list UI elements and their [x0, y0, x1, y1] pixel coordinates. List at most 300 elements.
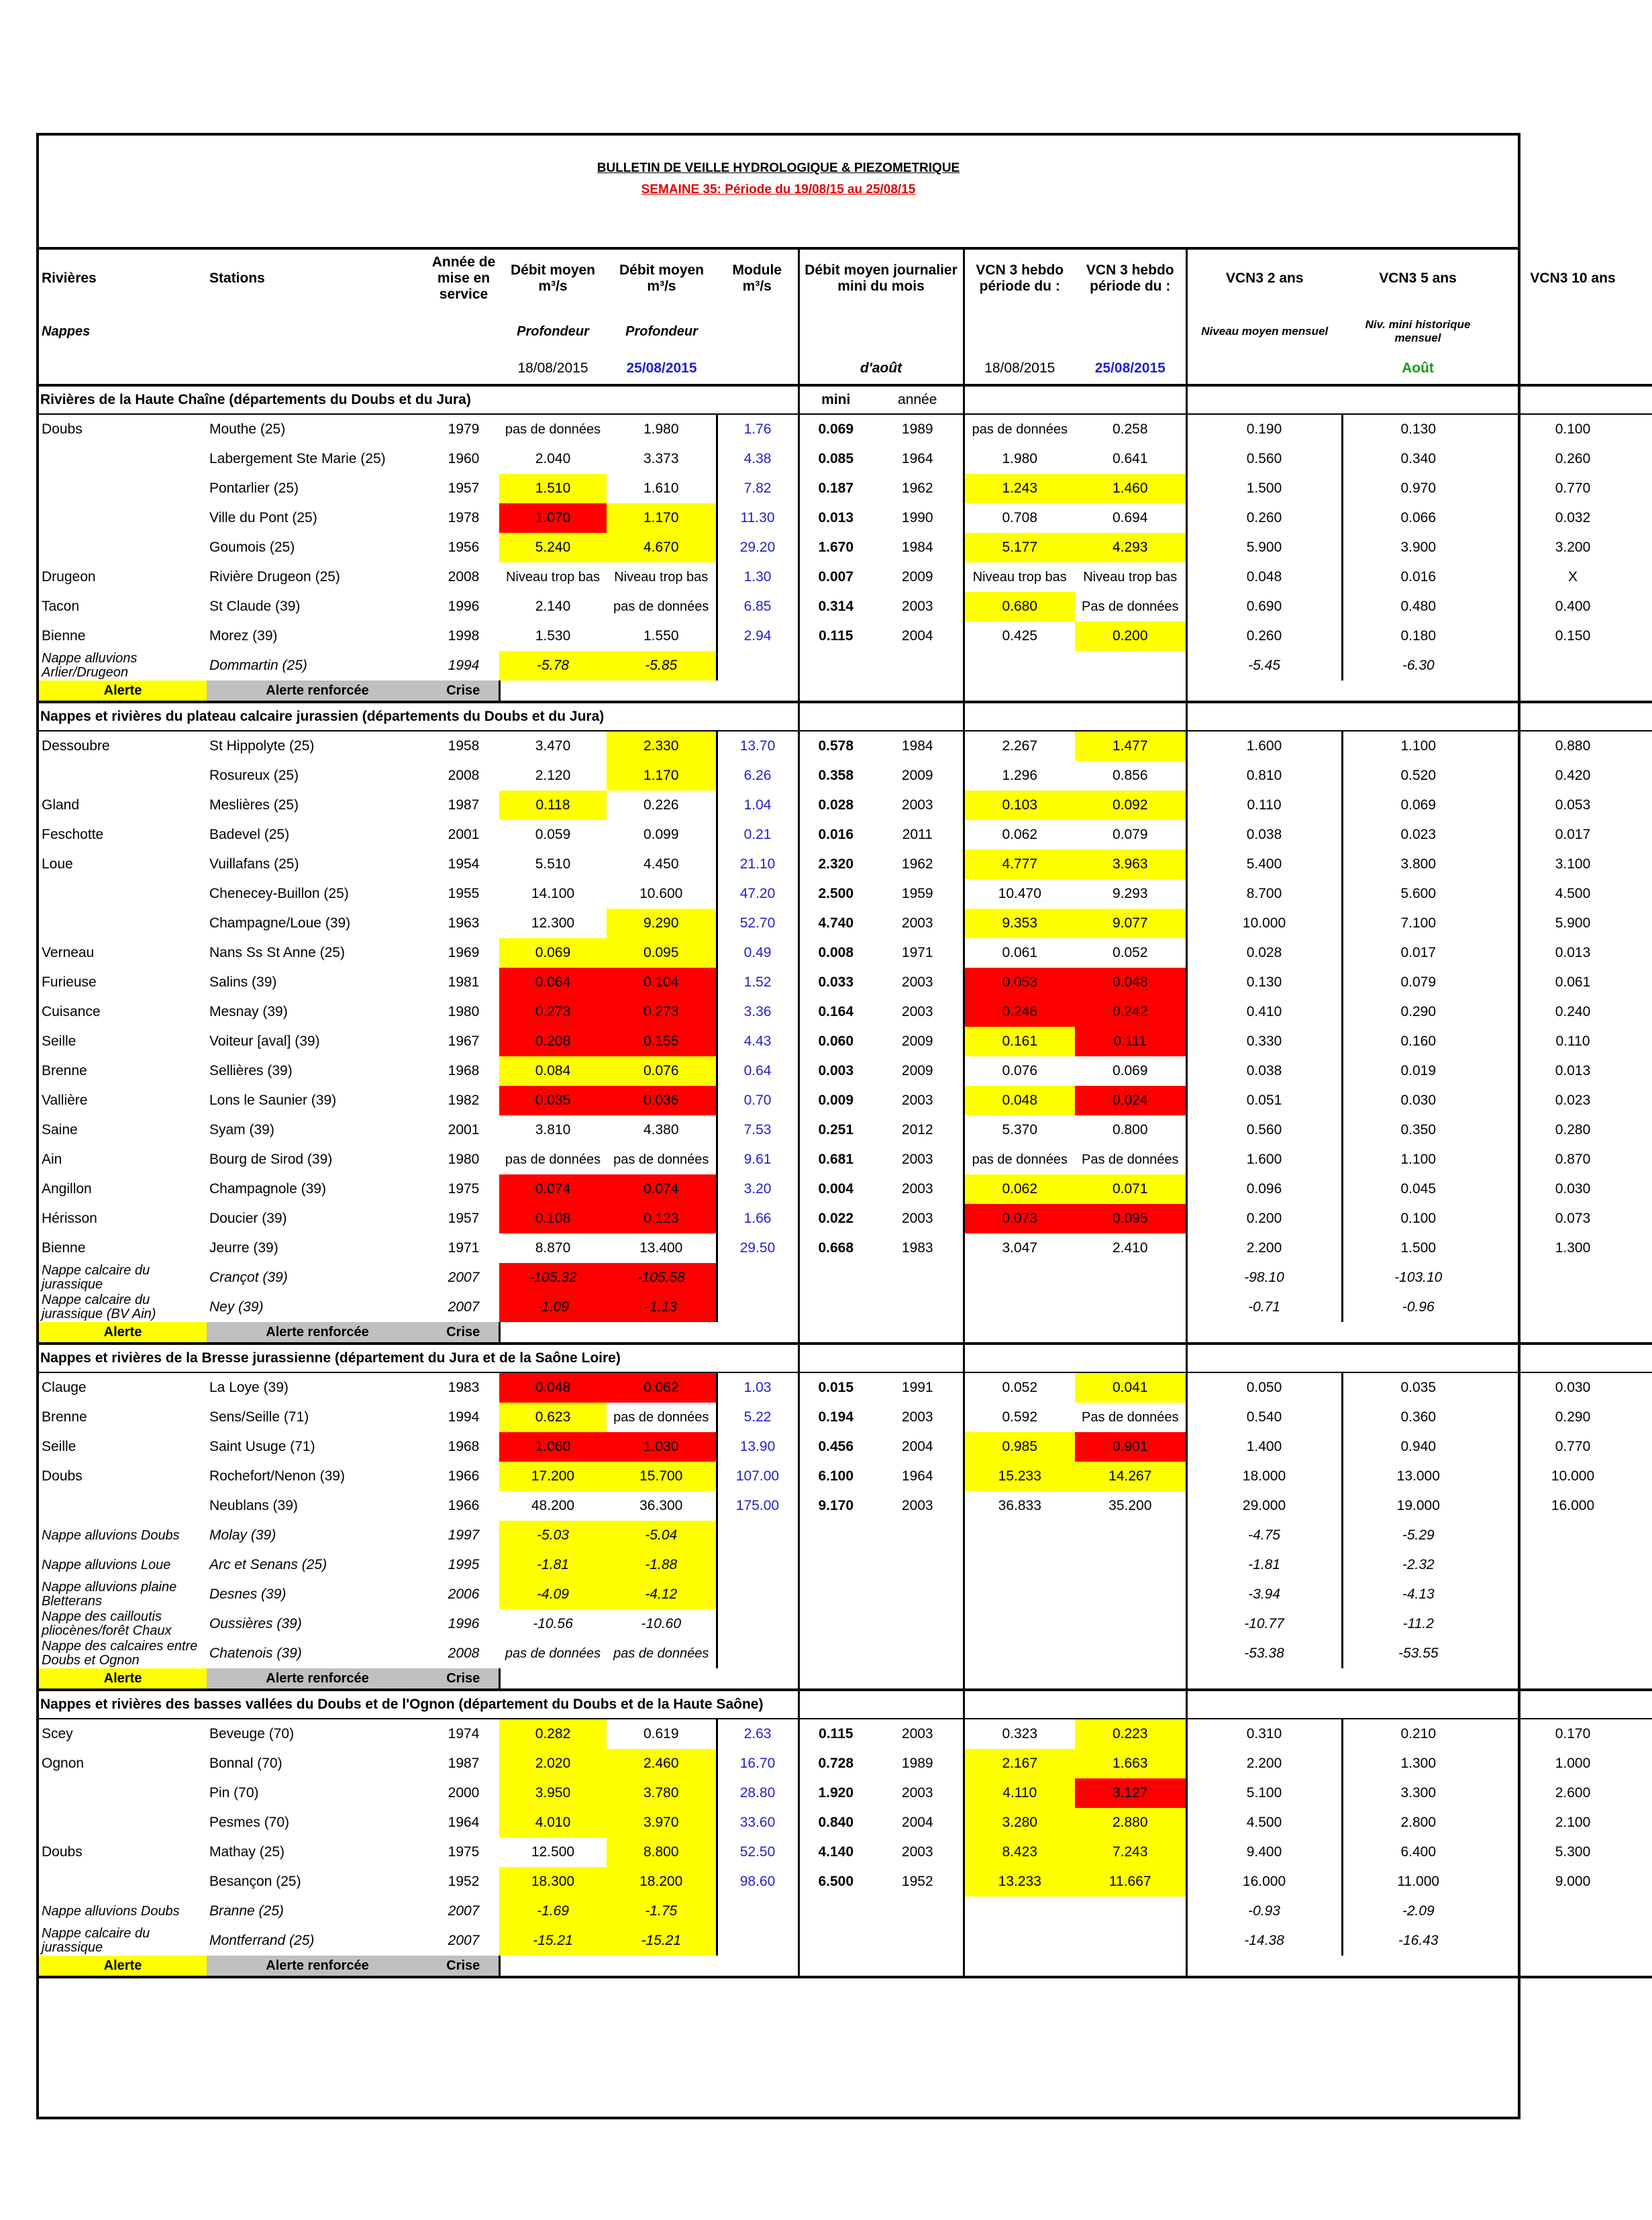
- cell-module: 1.03: [717, 1372, 798, 1403]
- cell-debit-1: 0.108: [499, 1204, 607, 1233]
- cell-vcn3-10ans: 0.240: [1555, 1003, 1591, 1019]
- cell-vcn3-hebdo-1: 36.833: [998, 1497, 1041, 1513]
- cell-riviere: Nappe calcaire du jurassique: [42, 1263, 150, 1292]
- cell-debit-1: -10.56: [533, 1615, 573, 1631]
- cell-debit-2: 0.062: [607, 1372, 717, 1403]
- cell-annee-mini: [872, 1897, 964, 1926]
- table-row: [39, 1897, 1652, 1926]
- cell-debit-1: pas de données: [505, 1152, 601, 1167]
- cell-vcn3-hebdo-1: 1.980: [1002, 450, 1038, 466]
- col-debit1: Débit moyen m³/s: [510, 262, 596, 294]
- table-row: [39, 879, 1652, 909]
- cell-debit-1: 2.040: [535, 450, 571, 466]
- cell-station: La Loye (39): [209, 1379, 289, 1395]
- cell-annee: 1983: [448, 1379, 480, 1395]
- section-header: [39, 1344, 1652, 1372]
- table-row: [39, 1521, 1652, 1550]
- cell-vcn3-hebdo-1: 0.425: [1002, 627, 1038, 644]
- legend-row: [39, 680, 1652, 702]
- cell-module: 28.80: [717, 1778, 798, 1808]
- cell-vcn3-2ans: 9.400: [1186, 1837, 1342, 1867]
- table-row: [39, 1027, 1652, 1056]
- cell-debit-2: 1.030: [607, 1432, 717, 1462]
- cell-vcn3-10ans: 0.030: [1555, 1379, 1591, 1395]
- cell-debit-mini: 0.009: [818, 1092, 854, 1108]
- cell-debit-2: 3.970: [607, 1808, 717, 1837]
- cell-debit-2: 1.550: [607, 621, 717, 651]
- cell-riviere: Dessoubre: [42, 738, 110, 754]
- col-module: Module m³/s: [717, 247, 798, 310]
- cell-module: 0.70: [717, 1086, 798, 1115]
- cell-station: Badevel (25): [209, 826, 290, 842]
- cell-riviere: Brenne: [42, 1062, 87, 1078]
- cell-vcn3-2ans: 8.700: [1186, 879, 1342, 909]
- cell-vcn3-hebdo-1: 5.177: [964, 533, 1075, 562]
- cell-vcn3-5ans: 0.520: [1400, 767, 1437, 783]
- cell-vcn3-10ans: X: [1568, 568, 1578, 585]
- cell-debit-2: 0.076: [607, 1056, 717, 1086]
- cell-vcn3-hebdo-1: 1.243: [964, 474, 1075, 503]
- cell-debit-2: pas de données: [607, 1145, 717, 1174]
- date-1: 18/08/2015: [499, 353, 607, 385]
- cell-vcn3-2ans: 0.330: [1186, 1027, 1342, 1056]
- cell-annee: 1956: [448, 539, 480, 555]
- legend-alerte: Alerte: [39, 1668, 207, 1690]
- cell-debit-2: -4.12: [607, 1580, 717, 1609]
- cell-debit-2: 3.780: [607, 1778, 717, 1808]
- cell-vcn3-2ans: 0.810: [1186, 761, 1342, 791]
- cell-annee-mini: 1971: [872, 938, 964, 968]
- cell-vcn3-2ans: 16.000: [1186, 1867, 1342, 1897]
- cell-vcn3-2ans: 5.100: [1186, 1778, 1342, 1808]
- cell-annee: 2007: [448, 1269, 480, 1285]
- cell-vcn3-5ans: -2.09: [1402, 1903, 1435, 1919]
- col-vcn3-5: VCN3 5 ans: [1379, 270, 1457, 286]
- cell-vcn3-hebdo-2: 4.293: [1075, 533, 1186, 562]
- cell-vcn3-10ans: 5.900: [1555, 915, 1591, 931]
- cell-station: Sens/Seille (71): [209, 1409, 309, 1425]
- table-row: [39, 1372, 1652, 1403]
- table-row: [39, 850, 1652, 879]
- cell-debit-mini: 0.840: [818, 1814, 854, 1830]
- cell-vcn3-5ans: 19.000: [1396, 1497, 1440, 1513]
- cell-vcn3-10ans: [1494, 1926, 1652, 1956]
- cell-annee: 1957: [448, 480, 480, 496]
- table-row: [39, 621, 1652, 651]
- cell-vcn3-hebdo-1: 0.161: [964, 1027, 1075, 1056]
- cell-annee-mini: 1991: [872, 1372, 964, 1403]
- cell-vcn3-10ans: 1.300: [1555, 1240, 1591, 1256]
- cell-riviere: Feschotte: [42, 826, 104, 842]
- cell-vcn3-hebdo-1: 0.708: [1002, 509, 1038, 525]
- cell-debit-1: -1.09: [499, 1293, 607, 1322]
- cell-vcn3-hebdo-1: 9.353: [964, 909, 1075, 938]
- cell-debit-2: 1.170: [607, 761, 717, 791]
- cell-vcn3-10ans: [1494, 1580, 1652, 1609]
- cell-vcn3-hebdo-1: 0.052: [1002, 1379, 1038, 1395]
- cell-vcn3-5ans: 0.160: [1400, 1033, 1437, 1049]
- cell-annee: 1968: [448, 1062, 480, 1078]
- cell-debit-2: pas de données: [607, 1403, 717, 1432]
- cell-riviere: Ognon: [42, 1755, 85, 1771]
- cell-vcn3-2ans: -10.77: [1186, 1609, 1342, 1639]
- cell-annee-mini: 2003: [872, 1719, 964, 1749]
- cell-debit-mini: 0.085: [818, 450, 854, 466]
- cell-vcn3-10ans: [1494, 1609, 1652, 1639]
- cell-station: Chenecey-Buillon (25): [209, 885, 349, 901]
- date-2: 25/08/2015: [607, 353, 717, 385]
- cell-debit-2: 0.036: [607, 1086, 717, 1115]
- cell-station: Desnes (39): [209, 1586, 287, 1602]
- cell-station: Montferrand (25): [209, 1932, 315, 1948]
- cell-station: Arc et Senans (25): [209, 1556, 327, 1572]
- cell-annee-mini: 1989: [872, 414, 964, 444]
- cell-debit-mini: 0.069: [818, 421, 854, 437]
- cell-vcn3-hebdo-1: pas de données: [972, 1152, 1068, 1167]
- table-row: [39, 997, 1652, 1027]
- cell-debit-2: 3.373: [607, 444, 717, 474]
- cell-riviere: Seille: [42, 1033, 76, 1049]
- cell-debit-1: -4.09: [499, 1580, 607, 1609]
- date-3: 18/08/2015: [964, 353, 1075, 385]
- cell-debit-1: -15.21: [499, 1926, 607, 1956]
- cell-riviere: Hérisson: [42, 1210, 97, 1226]
- legend-alerte: Alerte: [39, 1322, 207, 1344]
- cell-debit-1: 5.240: [499, 533, 607, 562]
- cell-station: Branne (25): [209, 1903, 284, 1919]
- cell-debit-2: 4.670: [607, 533, 717, 562]
- cell-module: 52.70: [717, 909, 798, 938]
- cell-annee-mini: [872, 1263, 964, 1293]
- cell-annee: 1980: [448, 1151, 480, 1167]
- cell-station: Rosureux (25): [209, 767, 299, 783]
- cell-vcn3-10ans: 0.770: [1555, 1438, 1591, 1454]
- cell-annee: 1964: [448, 1814, 480, 1830]
- table-row: [39, 1778, 1652, 1808]
- cell-debit-1: 18.300: [499, 1867, 607, 1897]
- cell-debit-1: -1.69: [499, 1897, 607, 1926]
- cell-debit-2: 0.104: [607, 968, 717, 997]
- cell-station: Mouthe (25): [209, 421, 286, 437]
- cell-module: 4.43: [717, 1027, 798, 1056]
- cell-vcn3-5ans: 0.480: [1400, 598, 1437, 614]
- cell-vcn3-hebdo-1: 0.246: [964, 997, 1075, 1027]
- table-row: [39, 909, 1652, 938]
- cell-vcn3-hebdo-2: 0.092: [1075, 791, 1186, 820]
- cell-annee: 2001: [448, 1121, 480, 1138]
- cell-debit-mini: 4.740: [818, 915, 854, 931]
- cell-vcn3-2ans: 4.500: [1186, 1808, 1342, 1837]
- cell-vcn3-2ans: -0.71: [1186, 1293, 1342, 1322]
- cell-annee: 1968: [448, 1438, 480, 1454]
- legend-crise: Crise: [428, 1668, 499, 1690]
- cell-vcn3-hebdo-2: [1075, 1926, 1186, 1956]
- hydro-table: [39, 247, 1652, 1978]
- cell-vcn3-10ans: 0.150: [1555, 627, 1591, 644]
- cell-annee-mini: 2003: [872, 909, 964, 938]
- cell-vcn3-hebdo-2: 0.079: [1075, 820, 1186, 850]
- cell-vcn3-hebdo-1: 0.323: [1002, 1725, 1038, 1742]
- cell-debit-1: 5.510: [535, 856, 571, 872]
- cell-vcn3-hebdo-2: 0.200: [1075, 621, 1186, 651]
- cell-module: 1.30: [717, 562, 798, 592]
- cell-debit-mini: 0.004: [818, 1180, 854, 1197]
- cell-riviere: Drugeon: [42, 568, 96, 585]
- cell-vcn3-hebdo-1: [964, 1293, 1075, 1322]
- cell-riviere: Brenne: [42, 1409, 87, 1425]
- cell-debit-mini: 0.007: [818, 568, 854, 585]
- cell-vcn3-hebdo-1: 13.233: [964, 1867, 1075, 1897]
- cell-vcn3-10ans: 2.100: [1555, 1814, 1591, 1830]
- cell-station: Nans Ss St Anne (25): [209, 944, 345, 960]
- cell-station: Lons le Saunier (39): [209, 1092, 337, 1108]
- cell-vcn3-10ans: 0.032: [1555, 509, 1591, 525]
- cell-station: Rivière Drugeon (25): [209, 568, 340, 585]
- legend-crise: Crise: [428, 1322, 499, 1344]
- cell-station: Pin (70): [209, 1784, 259, 1801]
- cell-vcn3-10ans: 0.030: [1555, 1180, 1591, 1197]
- cell-module: 7.82: [717, 474, 798, 503]
- legend-renforcee: Alerte renforcée: [207, 680, 428, 702]
- cell-vcn3-10ans: 4.500: [1555, 885, 1591, 901]
- cell-debit-2: 0.273: [607, 997, 717, 1027]
- legend-row: [39, 1668, 1652, 1690]
- cell-debit-mini: 0.194: [818, 1409, 854, 1425]
- cell-annee: 1979: [448, 421, 480, 437]
- cell-annee: 1996: [448, 1615, 480, 1631]
- legend-renforcee: Alerte renforcée: [207, 1322, 428, 1344]
- cell-annee: 2001: [448, 826, 480, 842]
- cell-annee-mini: 2003: [872, 1778, 964, 1808]
- cell-debit-1: 48.200: [531, 1497, 575, 1513]
- month-aout: Août: [1342, 353, 1494, 385]
- cell-annee: 1981: [448, 974, 480, 990]
- cell-debit-2: 0.123: [607, 1204, 717, 1233]
- table-row: [39, 1550, 1652, 1580]
- table-row: [39, 1233, 1652, 1263]
- cell-riviere: Nappe alluvions plaine Bletterans: [42, 1580, 177, 1609]
- legend-crise: Crise: [428, 1956, 499, 1977]
- cell-annee: 1997: [448, 1527, 480, 1543]
- cell-station: Champagne/Loue (39): [209, 915, 351, 931]
- cell-vcn3-5ans: 3.300: [1400, 1784, 1437, 1801]
- table-row: [39, 562, 1652, 592]
- cell-module: 33.60: [717, 1808, 798, 1837]
- cell-debit-1: 1.070: [499, 503, 607, 533]
- cell-annee: 1969: [448, 944, 480, 960]
- cell-vcn3-5ans: 7.100: [1400, 915, 1437, 931]
- cell-riviere: Nappe alluvions Arlier/Drugeon: [42, 651, 138, 680]
- cell-vcn3-2ans: 0.038: [1186, 1056, 1342, 1086]
- cell-station: Chatenois (39): [209, 1645, 302, 1661]
- cell-vcn3-10ans: 0.053: [1555, 797, 1591, 813]
- cell-module: 3.36: [717, 997, 798, 1027]
- col-nappes: Nappes: [42, 323, 91, 339]
- cell-vcn3-2ans: 0.410: [1186, 997, 1342, 1027]
- cell-debit-1: 0.064: [499, 968, 607, 997]
- cell-debit-mini: 0.115: [819, 627, 854, 644]
- cell-debit-1: 1.510: [499, 474, 607, 503]
- cell-vcn3-5ans: -4.13: [1402, 1586, 1435, 1602]
- cell-vcn3-5ans: 1.100: [1400, 738, 1437, 754]
- cell-riviere: [39, 444, 207, 474]
- cell-vcn3-hebdo-1: 10.470: [998, 885, 1041, 901]
- cell-module: 1.52: [717, 968, 798, 997]
- cell-vcn3-hebdo-1: [964, 1550, 1075, 1580]
- col-vcn3-2: VCN3 2 ans: [1225, 270, 1304, 286]
- cell-annee-mini: 2004: [872, 1808, 964, 1837]
- cell-vcn3-5ans: 0.023: [1400, 826, 1437, 842]
- cell-module: 9.61: [717, 1145, 798, 1174]
- bulletin-frame: [36, 133, 1616, 2119]
- cell-riviere: Ain: [42, 1151, 62, 1167]
- cell-station: Pesmes (70): [209, 1814, 290, 1830]
- cell-vcn3-10ans: 0.770: [1555, 480, 1591, 496]
- cell-module: [717, 1580, 798, 1609]
- cell-vcn3-hebdo-1: 0.053: [964, 968, 1075, 997]
- cell-vcn3-5ans: 0.079: [1400, 974, 1437, 990]
- cell-module: 5.22: [717, 1403, 798, 1432]
- section-title: Nappes et rivières des basses vallées du Doubs et de l'Ognon (département du Doubs et de la Haute Saône): [39, 1690, 798, 1719]
- cell-vcn3-2ans: 0.038: [1186, 820, 1342, 850]
- cell-vcn3-2ans: 0.048: [1186, 562, 1342, 592]
- cell-vcn3-5ans: -2.32: [1402, 1556, 1435, 1572]
- cell-annee: 1960: [448, 450, 480, 466]
- cell-riviere: [39, 474, 207, 503]
- cell-annee: 1966: [448, 1497, 480, 1513]
- cell-annee-mini: 2012: [872, 1115, 964, 1145]
- cell-vcn3-hebdo-1: [964, 1609, 1075, 1639]
- cell-vcn3-hebdo-2: 14.267: [1075, 1462, 1186, 1491]
- cell-annee-mini: 2003: [872, 1086, 964, 1115]
- cell-vcn3-5ans: 0.340: [1400, 450, 1437, 466]
- cell-vcn3-hebdo-2: 0.041: [1075, 1372, 1186, 1403]
- cell-riviere: Loue: [42, 856, 73, 872]
- cell-module: [717, 1550, 798, 1580]
- table-row: [39, 1609, 1652, 1639]
- cell-vcn3-hebdo-2: 0.694: [1075, 503, 1186, 533]
- cell-debit-mini: 0.033: [818, 974, 854, 990]
- cell-module: 52.50: [717, 1837, 798, 1867]
- legend-crise: Crise: [428, 680, 499, 702]
- cell-vcn3-2ans: 0.200: [1186, 1204, 1342, 1233]
- annee-label: année: [872, 385, 964, 414]
- cell-vcn3-2ans: 0.540: [1186, 1403, 1342, 1432]
- cell-vcn3-2ans: 0.050: [1186, 1372, 1342, 1403]
- cell-vcn3-2ans: 10.000: [1186, 909, 1342, 938]
- cell-station: Sellières (39): [209, 1062, 293, 1078]
- cell-station: Doucier (39): [209, 1210, 287, 1226]
- dates-row: [39, 353, 1652, 385]
- cell-module: 21.10: [717, 850, 798, 879]
- cell-module: 2.94: [717, 621, 798, 651]
- cell-annee: 2006: [448, 1586, 480, 1602]
- cell-vcn3-5ans: 0.290: [1400, 1003, 1437, 1019]
- bulletin-title: BULLETIN DE VEILLE HYDROLOGIQUE & PIEZOMETRIQUE: [597, 161, 960, 175]
- cell-vcn3-5ans: 5.600: [1400, 885, 1437, 901]
- cell-vcn3-2ans: -53.38: [1186, 1639, 1342, 1668]
- cell-riviere: [39, 1778, 207, 1808]
- table-row: [39, 1462, 1652, 1491]
- table-row: [39, 1263, 1652, 1293]
- cell-vcn3-5ans: 0.019: [1400, 1062, 1437, 1078]
- cell-module: [717, 1897, 798, 1926]
- cell-riviere: [39, 533, 207, 562]
- cell-vcn3-2ans: 1.600: [1186, 1145, 1342, 1174]
- cell-module: 2.63: [717, 1719, 798, 1749]
- cell-vcn3-hebdo-1: 15.233: [964, 1462, 1075, 1491]
- cell-station: Molay (39): [209, 1527, 276, 1543]
- cell-vcn3-10ans: [1494, 1293, 1652, 1322]
- cell-debit-1: -5.78: [499, 651, 607, 680]
- cell-debit-2: 1.170: [607, 503, 717, 533]
- date-4: 25/08/2015: [1075, 353, 1186, 385]
- cell-vcn3-hebdo-1: [964, 1580, 1075, 1609]
- cell-vcn3-5ans: 1.500: [1400, 1240, 1437, 1256]
- cell-vcn3-5ans: 0.350: [1400, 1121, 1437, 1138]
- cell-debit-mini: 0.022: [818, 1210, 854, 1226]
- cell-vcn3-hebdo-1: 0.061: [1002, 944, 1038, 960]
- cell-debit-2: -10.60: [607, 1609, 717, 1639]
- cell-vcn3-2ans: 0.190: [1186, 414, 1342, 444]
- cell-debit-1: 3.470: [535, 738, 571, 754]
- cell-debit-mini: 0.668: [818, 1240, 854, 1256]
- cell-vcn3-hebdo-1: [964, 1521, 1075, 1550]
- cell-vcn3-10ans: 0.100: [1555, 421, 1591, 437]
- cell-vcn3-hebdo-2: 35.200: [1075, 1491, 1186, 1521]
- cell-debit-1: 0.069: [499, 938, 607, 968]
- cell-vcn3-hebdo-1: [964, 1639, 1075, 1668]
- cell-debit-mini: 0.358: [818, 767, 854, 783]
- col-prof2: Profondeur: [625, 323, 698, 339]
- cell-vcn3-5ans: 3.900: [1400, 539, 1437, 555]
- cell-vcn3-hebdo-1: 8.423: [964, 1837, 1075, 1867]
- cell-debit-mini: 0.013: [818, 509, 854, 525]
- mini-label: mini: [798, 385, 872, 414]
- cell-debit-2: 9.290: [607, 909, 717, 938]
- cell-annee-mini: 2003: [872, 1204, 964, 1233]
- cell-annee-mini: 1952: [872, 1867, 964, 1897]
- cell-module: [717, 1639, 798, 1668]
- cell-riviere: Nappe des calcaires entre Doubs et Ognon: [42, 1639, 198, 1668]
- cell-vcn3-hebdo-2: [1075, 1609, 1186, 1639]
- cell-vcn3-hebdo-1: 0.680: [964, 592, 1075, 621]
- cell-vcn3-hebdo-1: 3.047: [1002, 1240, 1038, 1256]
- cell-vcn3-hebdo-1: 4.110: [964, 1778, 1075, 1808]
- cell-vcn3-hebdo-2: 1.477: [1075, 731, 1186, 761]
- cell-vcn3-hebdo-2: 0.856: [1075, 761, 1186, 791]
- cell-vcn3-2ans: -5.45: [1186, 651, 1342, 680]
- cell-vcn3-hebdo-2: [1075, 651, 1186, 680]
- cell-station: Meslières (25): [209, 797, 299, 813]
- cell-debit-mini: 0.456: [818, 1438, 854, 1454]
- cell-annee-mini: 2003: [872, 1837, 964, 1867]
- cell-annee: 1995: [448, 1556, 480, 1572]
- cell-station: Rochefort/Nenon (39): [209, 1468, 345, 1484]
- cell-vcn3-hebdo-1: 2.167: [964, 1749, 1075, 1778]
- cell-annee-mini: 1962: [872, 474, 964, 503]
- cell-station: Labergement Ste Marie (25): [209, 450, 386, 466]
- cell-vcn3-hebdo-1: [964, 1926, 1075, 1956]
- cell-debit-mini: 9.170: [818, 1497, 854, 1513]
- cell-debit-2: 1.980: [607, 414, 717, 444]
- cell-station: Besançon (25): [209, 1873, 301, 1889]
- cell-vcn3-2ans: 0.560: [1186, 444, 1342, 474]
- cell-vcn3-hebdo-2: 0.242: [1075, 997, 1186, 1027]
- cell-debit-mini: 0.015: [818, 1379, 854, 1395]
- cell-module: 6.26: [717, 761, 798, 791]
- cell-vcn3-10ans: 10.000: [1551, 1468, 1595, 1484]
